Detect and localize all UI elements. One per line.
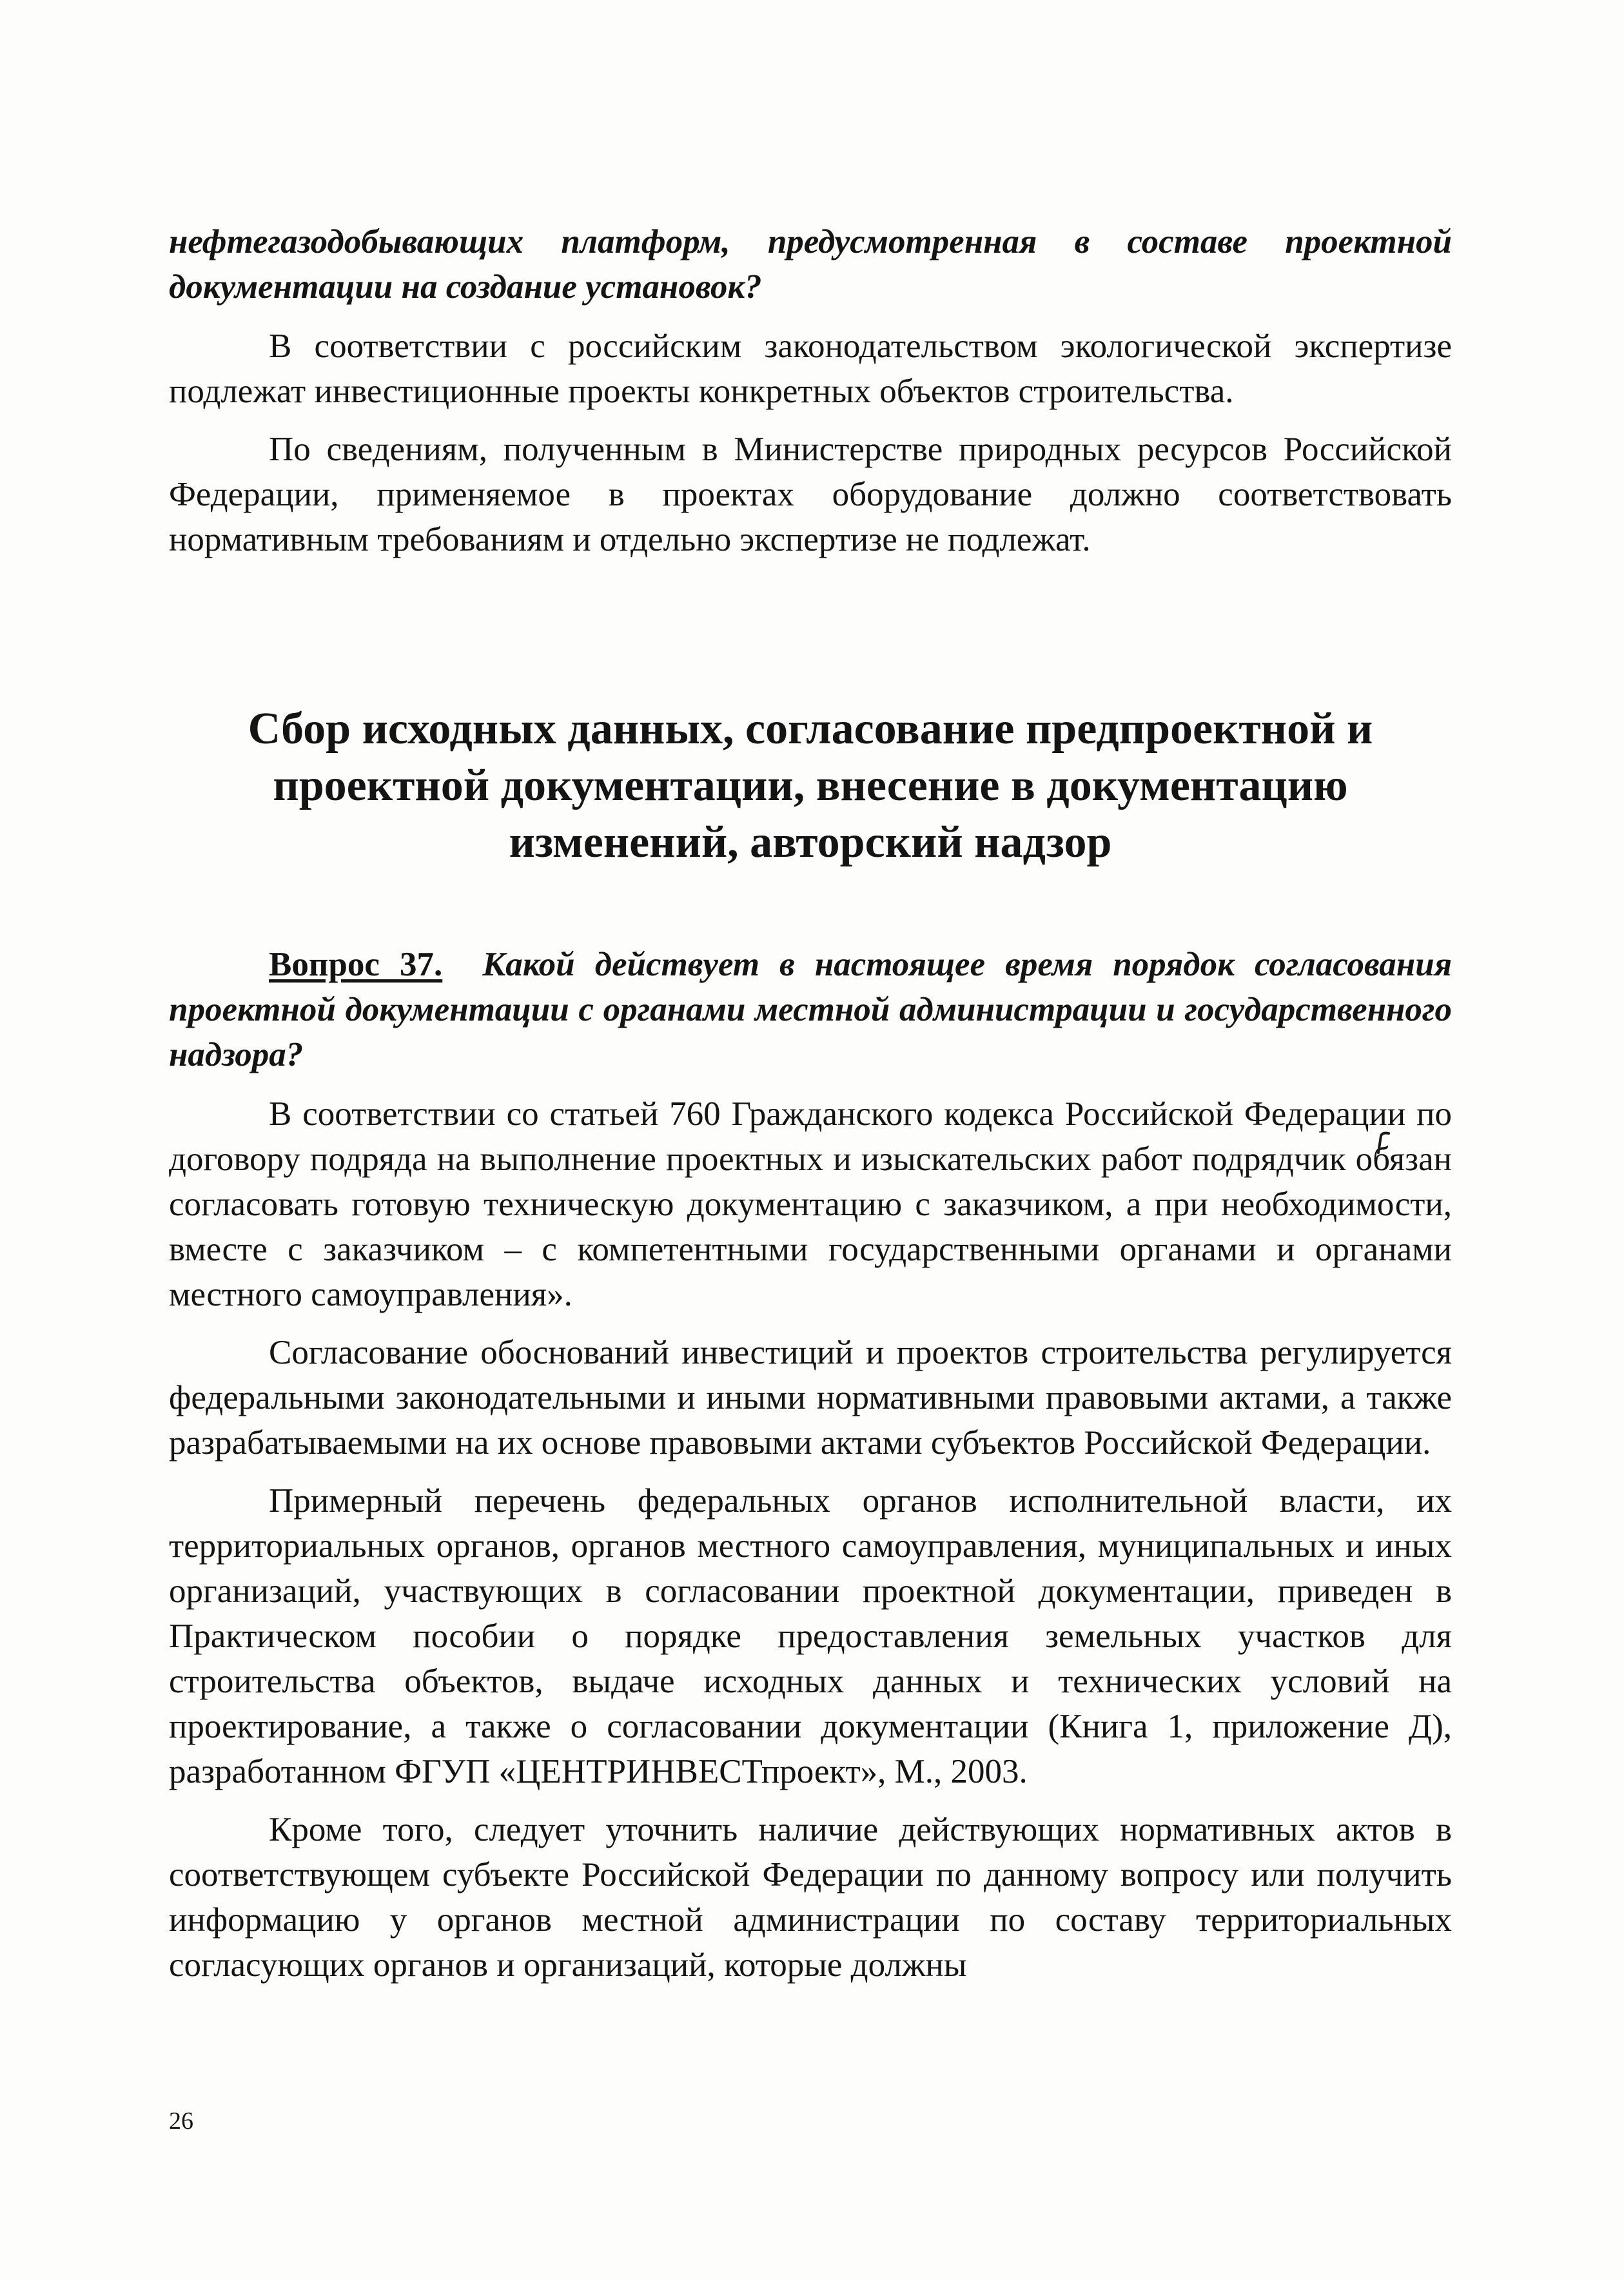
section-title: Сбор исходных данных, согласование предпроектной и проектной документации, внесение в документацию изменений, авторский надзор	[248, 704, 1373, 867]
answer-paragraph: В соответствии с российским законодательством экологической экспертизе подлежат инвестиционные проекты конкретных объектов строительства.	[169, 328, 1452, 410]
question-label: Вопрос 37.	[269, 946, 443, 983]
answer-paragraph: По сведениям, полученным в Министерстве природных ресурсов Российской Федерации, применяемое в проектах оборудование должно соответствовать нормативным требованиям и отдельно экспертизе не подлежат.	[169, 431, 1452, 558]
page-content	[169, 219, 1452, 1988]
handwritten-tick-mark	[1373, 1130, 1393, 1162]
previous-question-tail: нефтегазодобывающих платформ, предусмотренная в составе проектной документации на создание установок?	[169, 223, 1452, 306]
question-text: Какой действует в настоящее время порядок согласования проектной документации с органами местной администрации и государственного надзора?	[169, 946, 1453, 1073]
question-37	[169, 942, 1452, 1077]
page-number: 26	[169, 2108, 193, 2135]
answer-paragraph: Кроме того, следует уточнить наличие действующих нормативных актов в соответствующем субъекте Российской Федерации по данному вопросу или получить информацию у органов местной администрации по составу территориальных согласующих органов и организаций, которые должны	[169, 1811, 1452, 1984]
answer-paragraph: Примерный перечень федеральных органов исполнительной власти, их территориальных органов, органов местного самоуправления, муниципальных и иных организаций, участвующих в согласовании проектной документации, приведен в Практическом пособии о порядке предоставления земельных участков для строительства объектов, выдаче исходных данных и технических условий на проектирование, а также о согласовании документации (Книга 1, приложение Д), разработанном ФГУП «ЦЕНТРИНВЕСТпроект», М., 2003.	[169, 1482, 1452, 1790]
answer-paragraph: В соответствии со статьей 760 Гражданского кодекса Российской Федерации по договору подряда на выполнение проектных и изыскательских работ подрядчик обязан согласовать готовую техническую документацию с заказчиком, а при необходимости, вместе с заказчиком – с компетентными государственными органами и органами местного самоуправления».	[169, 1095, 1452, 1313]
answer-paragraph: Согласование обоснований инвестиций и проектов строительства регулируется федеральными законодательными и иными нормативными правовыми актами, а также разрабатываемыми на их основе правовыми актами субъектов Российской Федерации.	[169, 1334, 1452, 1462]
